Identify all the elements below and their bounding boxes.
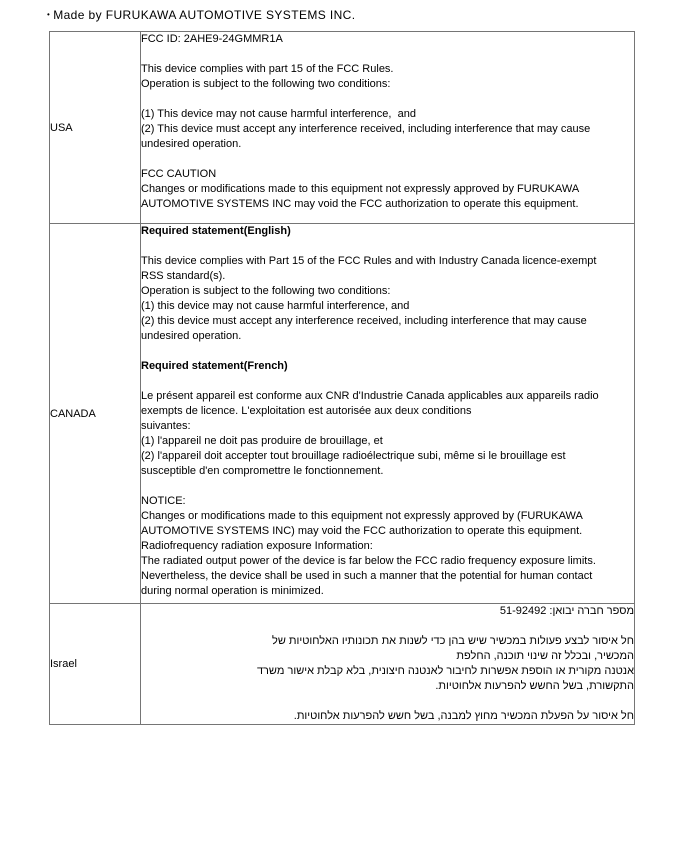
text-line: (2) l'appareil doit accepter tout brouillage radioélectrique subi, même si le brouillage est [141,450,566,462]
text-line: Required statement(English) [141,225,291,237]
made-by-text: Made by FURUKAWA AUTOMOTIVE SYSTEMS INC. [53,8,356,22]
statement-cell-usa [141,32,635,224]
compliance-table [49,31,635,725]
text-line: Radiofrequency radiation exposure Information: [141,540,373,552]
text-line: AUTOMOTIVE SYSTEMS INC may void the FCC authorization to operate this equipment. [141,198,579,210]
text-line: חל איסור על הפעלת המכשיר מחוץ למבנה, בשל חשש להפרעות אלחוטיות. [293,710,634,722]
blank-line [141,239,634,254]
text-line: Nevertheless, the device shall be used in such a manner that the potential for human contact [141,570,593,582]
text-line: (2) This device must accept any interference received, including interference that may cause [141,123,591,135]
text-line: suivantes: [141,420,191,432]
statement-cell-canada [141,224,635,604]
statement-cell-israel [141,604,635,725]
text-line: (2) this device must accept any interference received, including interference that may cause [141,315,587,327]
text-line: This device complies with part 15 of the FCC Rules. [141,63,394,75]
text-line: (1) this device may not cause harmful interference, and [141,300,410,312]
text-line: The radiated output power of the device is far below the FCC radio frequency exposure limits. [141,555,596,567]
blank-line [141,344,634,359]
text-line: undesired operation. [141,138,242,150]
text-line: AUTOMOTIVE SYSTEMS INC) may void the FCC authorization to operate this equipment. [141,525,583,537]
text-line: אנטנה מקורית או הוספת אפשרות לחיבור לאנטנה חיצונית, בלא קבלת אישור משרד [256,665,634,677]
text-line: during normal operation is minimized. [141,585,324,597]
text-line: Operation is subject to the following two conditions: [141,78,391,90]
table-row-usa [50,32,635,224]
text-line: FCC CAUTION [141,168,217,180]
blank-line [141,374,634,389]
blank-line [141,694,634,709]
country-label-israel: Israel [50,604,141,725]
blank-line [141,619,634,634]
text-line: RSS standard(s). [141,270,226,282]
text-line: (1) This device may not cause harmful interference, and [141,108,416,120]
text-line: המכשיר, ובכלל זה שינוי תוכנה, החלפת [456,650,634,662]
text-line: FCC ID: 2AHE9-24GMMR1A [141,33,283,45]
blank-line [141,479,634,494]
blank-line [141,92,634,107]
text-line: Required statement(French) [141,360,288,372]
text-line: מספר חברה יבואן: 51-92492 [499,605,634,617]
blank-line [141,152,634,167]
table-row-israel [50,604,635,725]
text-line: susceptible d'en compromettre le fonctionnement. [141,465,384,477]
text-line: Le présent appareil est conforme aux CNR d'Industrie Canada applicables aux appareils radio [141,390,599,402]
text-line: Changes or modifications made to this equipment not expressly approved by (FURUKAWA [141,510,583,522]
country-label-usa: USA [50,32,141,224]
blank-line [141,47,634,62]
text-line: undesired operation. [141,330,242,342]
bullet-icon: • [47,10,51,19]
text-line: (1) l'appareil ne doit pas produire de brouillage, et [141,435,383,447]
made-by-note [47,8,355,22]
text-line: Changes or modifications made to this equipment not expressly approved by FURUKAWA [141,183,580,195]
country-label-canada: CANADA [50,224,141,604]
text-line: התקשורת, בשל החשש להפרעות אלחוטיות. [435,680,634,692]
text-line: NOTICE: [141,495,186,507]
text-line: חל איסור לבצע פעולות במכשיר שיש בהן כדי לשנות את תכונותיו האלחוטיות של [272,635,634,647]
text-line: Operation is subject to the following two conditions: [141,285,391,297]
text-line: exempts de licence. L'exploitation est autorisée aux deux conditions [141,405,472,417]
table-row-canada [50,224,635,604]
text-line: This device complies with Part 15 of the FCC Rules and with Industry Canada licence-exempt [141,255,597,267]
